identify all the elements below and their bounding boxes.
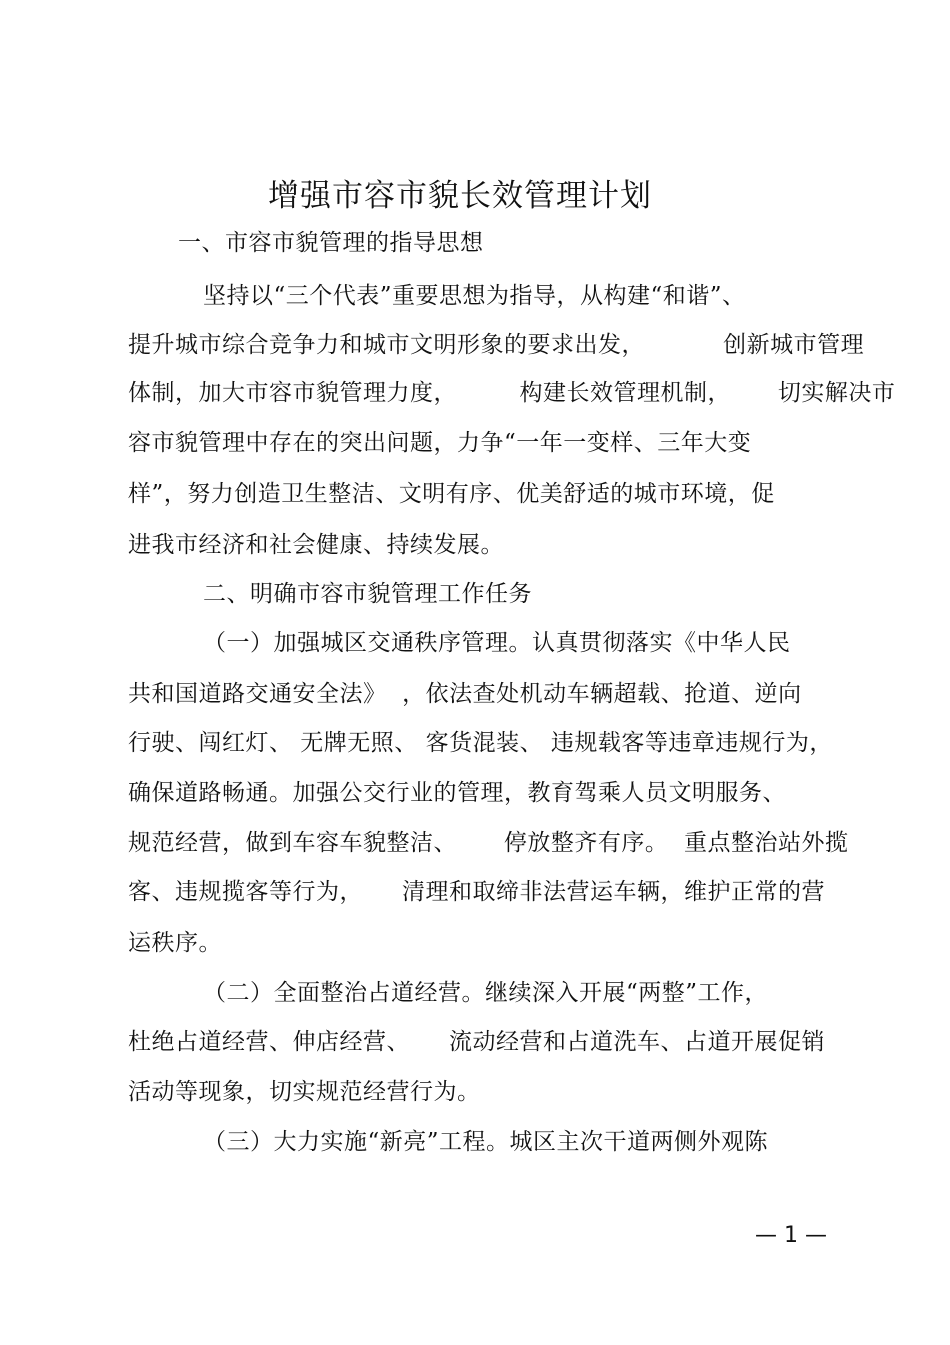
paragraph-line: （二）全面整治占道经营。继续深入开展“两整”工作， (203, 980, 769, 1006)
paragraph-line: 规范经营，做到车容车貌整洁、 停放整齐有序。 重点整治站外揽 (128, 830, 849, 856)
paragraph-line: 活动等现象，切实规范经营行为。 (128, 1079, 481, 1105)
paragraph-line: 杜绝占道经营、伸店经营、 流动经营和占道洗车、占道开展促销 (128, 1029, 826, 1055)
paragraph-line: 体制，加大市容市貌管理力度， 构建长效管理机制， 切实解决市 (128, 380, 896, 406)
paragraph-line: 行驶、闯红灯、 无牌无照、 客货混装、 违规载客等违章违规行为， (128, 730, 833, 756)
paragraph-line: 样”，努力创造卫生整洁、文明有序、优美舒适的城市环境，促 (128, 481, 775, 507)
paragraph-line: 进我市经济和社会健康、持续发展。 (128, 532, 504, 558)
paragraph-line: （三）大力实施“新亮”工程。城区主次干道两侧外观陈 (203, 1129, 769, 1155)
page-number: — 1 — (755, 1223, 827, 1248)
paragraph-line: 客、违规揽客等行为， 清理和取缔非法营运车辆，维护正常的营 (128, 879, 826, 905)
paragraph-line: 容市貌管理中存在的突出问题，力争“一年一变样、三年大变 (128, 430, 752, 456)
paragraph-line: 运秩序。 (128, 930, 222, 956)
paragraph-line: 共和国道路交通安全法》 ，依法查处机动车辆超载、抢道、逆向 (128, 681, 802, 707)
paragraph-line: 坚持以“三个代表”重要思想为指导，从构建“和谐”、 (203, 283, 746, 309)
paragraph-line: （一）加强城区交通秩序管理。认真贯彻落实《中华人民 (203, 630, 791, 656)
document-title: 增强市容市貌长效管理计划 (268, 178, 652, 214)
section-heading-2: 二、明确市容市貌管理工作任务 (203, 581, 532, 607)
section-heading-1: 一、市容市貌管理的指导思想 (178, 230, 484, 256)
paragraph-line: 确保道路畅通。加强公交行业的管理，教育驾乘人员文明服务、 (128, 780, 786, 806)
paragraph-line: 提升城市综合竞争力和城市文明形象的要求出发， 创新城市管理 (128, 332, 865, 358)
